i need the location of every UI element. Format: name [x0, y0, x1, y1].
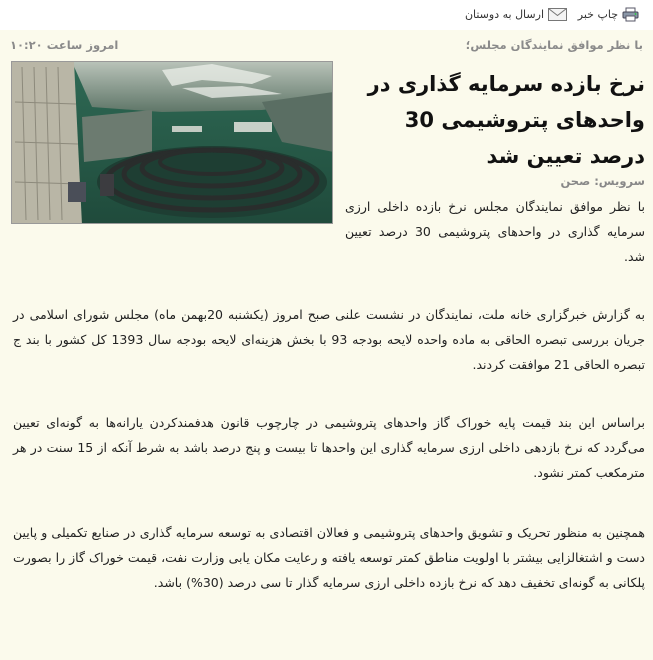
article-paragraph: به گزارش خبرگزاری خانه ملت، نمایندگان در نشست علنی صبح امروز (یکشنبه 20بهمن ماه) مجلس شورای اسلامی در جریان بررسی تبصره الحاقی به ماده واحده لایحه بودجه 93 با بخش هزینه‌ای لایحه بودجه سال 1393 کل کشور با بند ج تبصره الحاقی 21 موافقت کردند.	[13, 307, 645, 372]
send-to-friends-button[interactable]	[465, 5, 567, 23]
printer-icon	[622, 7, 639, 22]
article-kicker: با نظر موافق نمایندگان مجلس؛	[465, 38, 643, 52]
article-headline: نرخ بازده سرمایه گذاری در واحدهای پتروشیمی 30 درصد تعیین شد	[367, 72, 645, 168]
publish-time: امروز ساعت ۱۰:۲۰	[10, 38, 119, 52]
print-news-label: چاپ خبر	[577, 7, 618, 21]
print-news-button[interactable]	[578, 5, 639, 23]
article-lead: با نظر موافق نمایندگان مجلس نرخ بازده داخلی ارزی سرمایه گذاری در واحدهای پتروشیمی 30 درصد تعیین شد.	[345, 199, 645, 264]
article-body	[0, 30, 653, 660]
parliament-hall-image	[12, 62, 333, 224]
send-to-friends-label: ارسال به دوستان	[464, 7, 544, 21]
article-photo	[11, 61, 333, 224]
article-toolbar	[0, 0, 653, 30]
article-paragraph: همچنین به منظور تحریک و تشویق واحدهای پتروشیمی و فعالان اقتصادی به توسعه سرمایه گذاری در صنایع تکمیلی و پایین دست و اشتغالزایی بیشتر با اولویت مناطق کمتر توسعه یافته و رعایت مکان یابی وزارت نفت، قیمت خوراک گاز را بصورت پلکانی به گونه‌ای تخفیف دهد که نرخ بازده داخلی ارزی سرمایه گذار تا سی درصد (30%) باشد.	[13, 525, 645, 590]
article-meta	[10, 38, 643, 54]
article-paragraph: براساس این بند قیمت پایه خوراک گاز واحدهای پتروشیمی در چارچوب قانون هدفمندکردن یارانه‌ها به گونه‌ای تعیین می‌گردد که نرخ بازدهی داخلی ارزی سرمایه گذاری این واحدها تا بیست و پنج درصد باشد به شرط آنکه از 15 سنت در هر مترمکعب کمتر نشود.	[13, 415, 645, 480]
envelope-icon	[548, 8, 567, 21]
article-service: سرویس: صحن	[560, 174, 645, 188]
